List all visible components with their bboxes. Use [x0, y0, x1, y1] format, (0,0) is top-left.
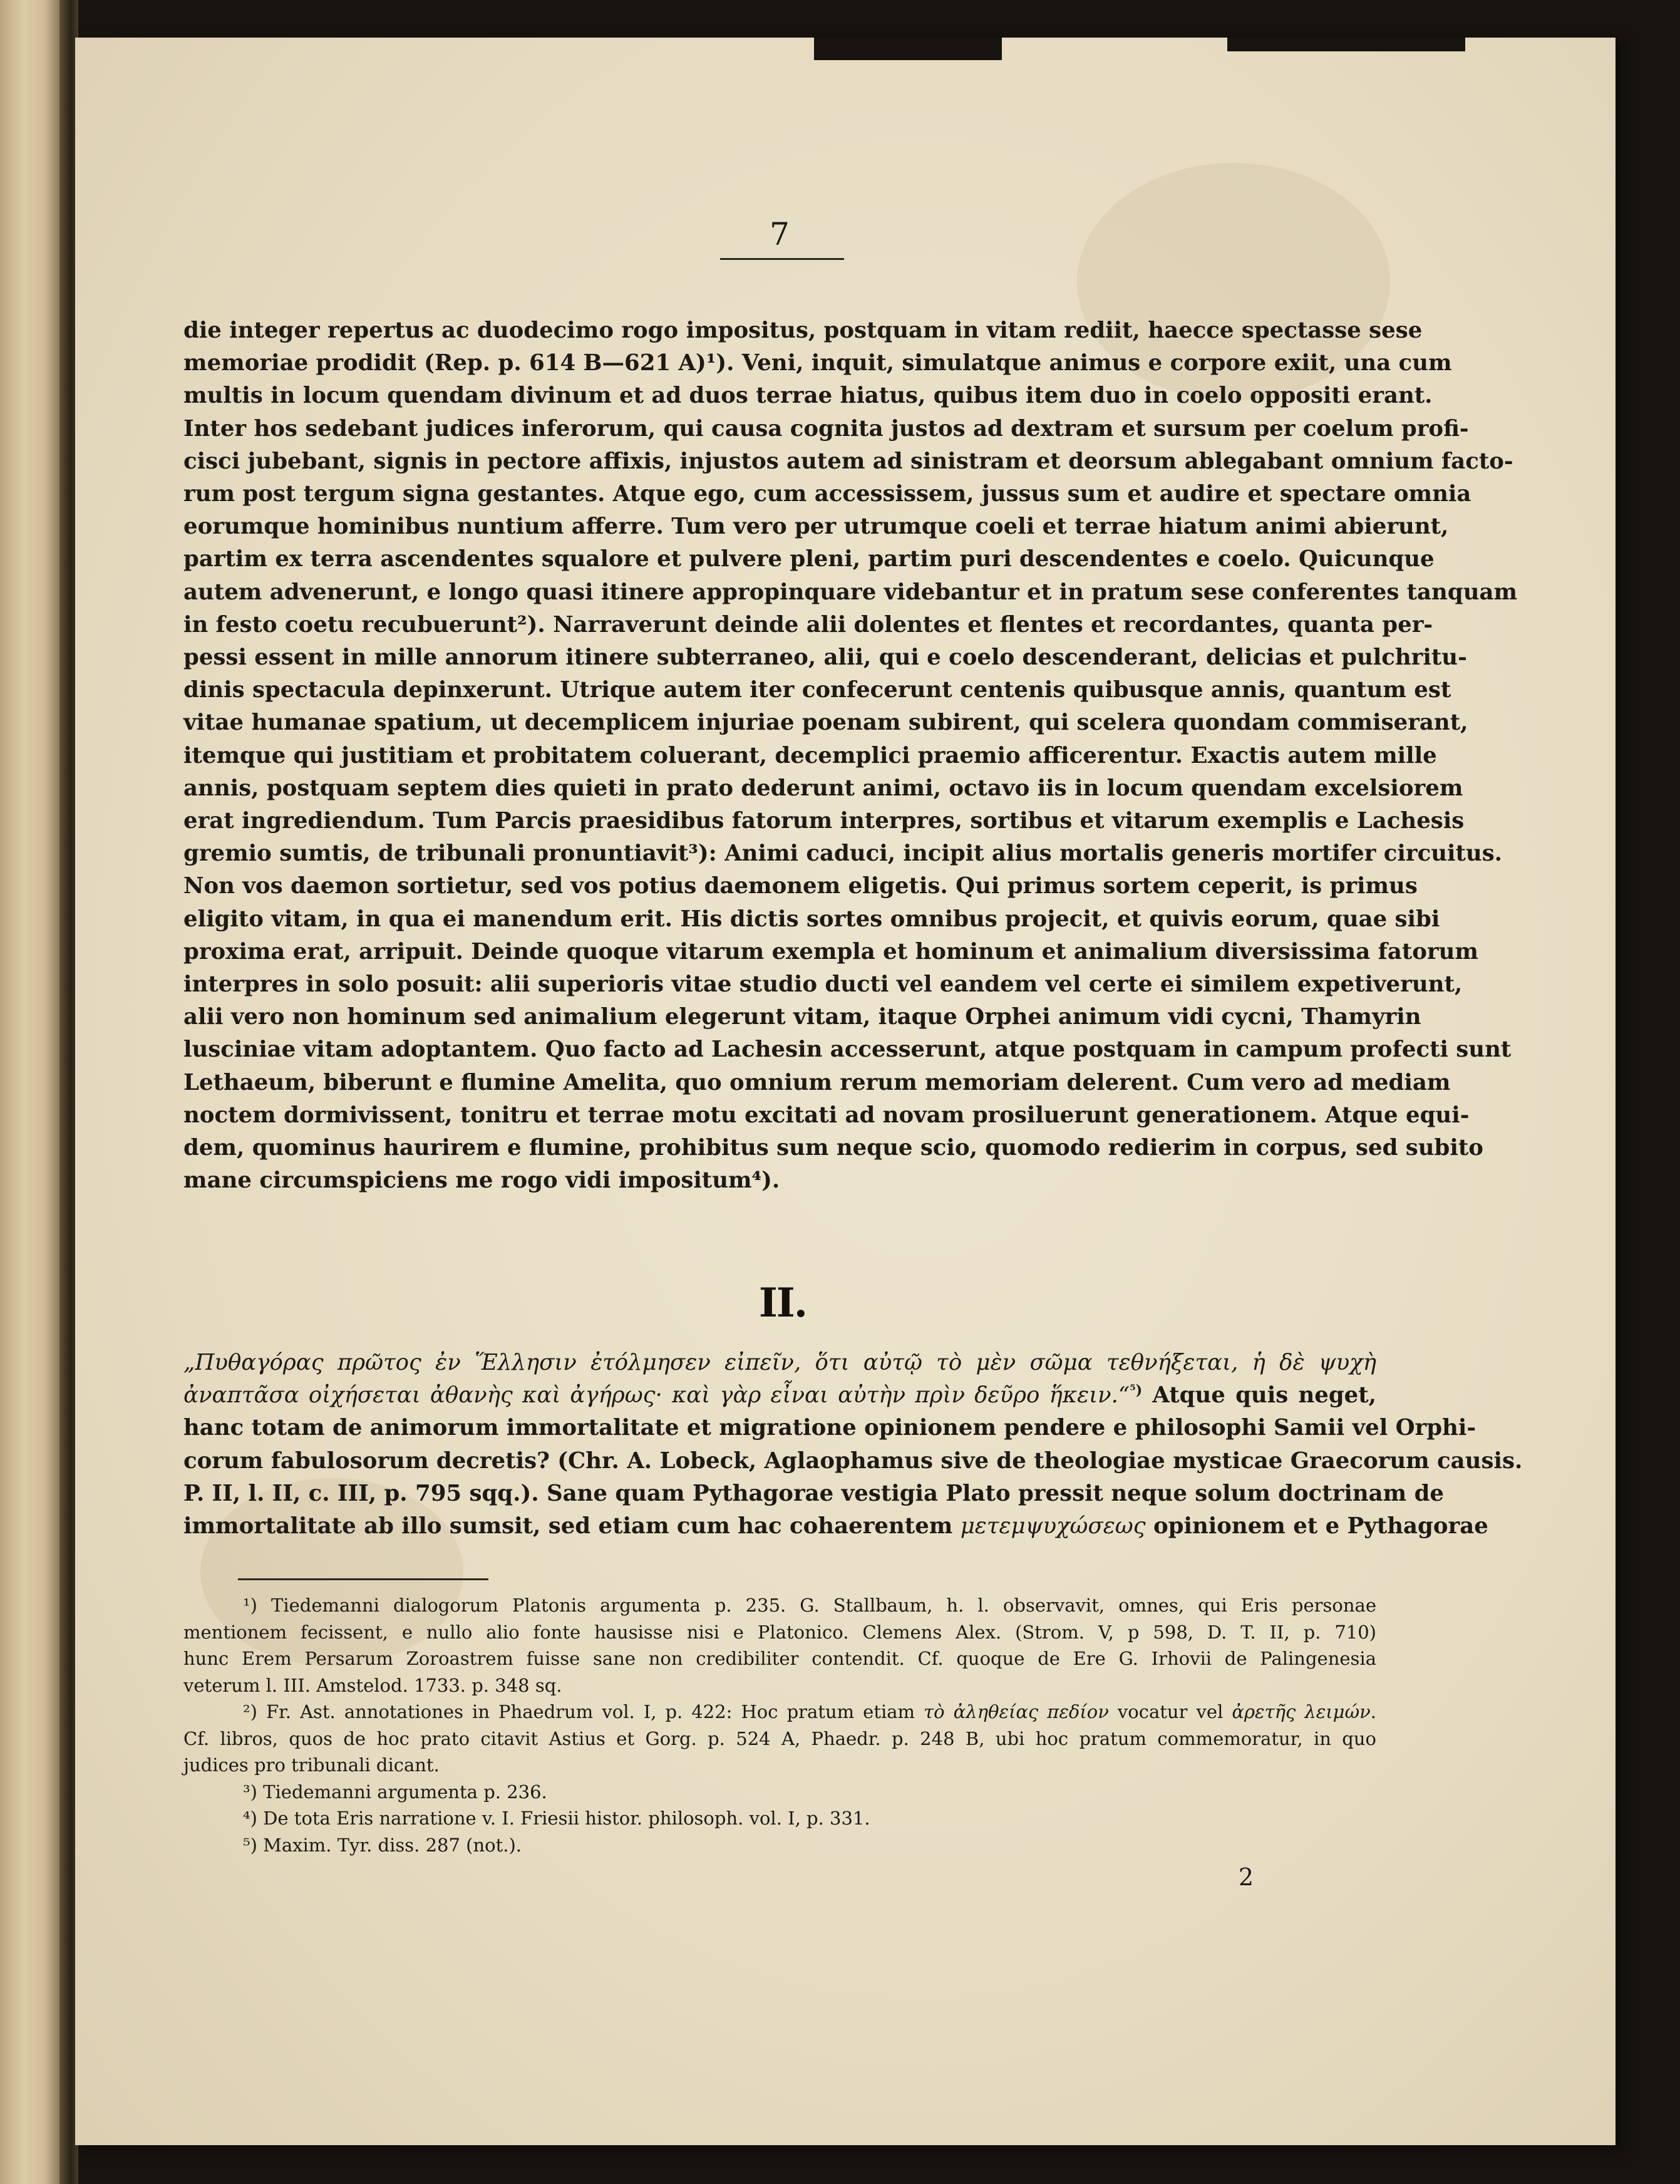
text-line: pessi essent in mille annorum itinere subterraneo, alii, qui e coelo descenderant, delicias et pulchritu-	[183, 644, 1467, 671]
footnote-line: Cf. libros, quos de hoc prato citavit Astius et Gorg. p. 524 A, Phaedr. p. 248 B, ubi hoc pratum commemoratur, in quo	[183, 1727, 1376, 1749]
footnote-ref[interactable]: ⁵)	[1130, 1382, 1143, 1399]
greek-quote-line: „Πυθαγόρας πρῶτος ἐν Ἕλλησιν ἐτόλμησεν εἰπεῖν, ὅτι αὐτῷ τὸ μὲν σῶμα τεθνήξεται, ἡ δὲ ψυχὴ	[183, 1350, 1376, 1375]
torn-edge	[814, 38, 1002, 60]
footnote-2	[183, 1699, 1376, 1779]
text-line: gremio sumtis, de tribunali pronuntiavit³): Animi caduci, incipit alius mortalis generis mortifer circuitus.	[183, 841, 1503, 867]
footnote-line: veterum l. III. Amstelod. 1733. p. 348 sq.	[183, 1674, 562, 1696]
text-line: annis, postquam septem dies quieti in prato dederunt animi, octavo iis in locum quendam excelsiorem	[183, 775, 1463, 801]
torn-edge	[1227, 38, 1465, 51]
text-line: Non vos daemon sortietur, sed vos potius daemonem eligetis. Qui primus sortem ceperit, is primus	[183, 873, 1418, 899]
text-line: dinis spectacula depinxerunt. Utrique autem iter confecerunt centenis quibusque annis, quantum est	[183, 677, 1451, 703]
text-line: cisci jubebant, signis in pectore affixis, injustos autem ad sinistram et deorsum ablegabant omnium facto-	[183, 448, 1513, 474]
text-line: itemque qui justitiam et probitatem coluerant, decemplici praemio afficerentur. Exactis autem mille	[183, 742, 1437, 769]
footnote-line: ⁴) De tota Eris narratione v. I. Friesii histor. philosoph. vol. I, p. 331.	[243, 1808, 870, 1829]
text-line: mane circumspiciens me rogo vidi impositum⁴).	[183, 1167, 780, 1194]
footnote-line: judices pro tribunali dicant.	[183, 1754, 440, 1776]
text-line: alii vero non hominum sed animalium elegerunt vitam, itaque Orphei animum vidi cycni, Thamyrin	[183, 1004, 1421, 1030]
text-line: Lethaeum, biberunt e flumine Amelita, quo omnium rerum memoriam delerent. Cum vero ad mediam	[183, 1069, 1451, 1095]
footnote-1	[183, 1592, 1376, 1699]
footnote-line: ³) Tiedemanni argumenta p. 236.	[243, 1781, 547, 1803]
text-line: die integer repertus ac duodecimo rogo impositus, postquam in vitam rediit, haecce spectasse sese	[183, 318, 1423, 343]
section-heading: II.	[758, 1280, 807, 1327]
text-line: autem advenerunt, e longo quasi itinere appropinquare videbantur et in pratum sese conferentes tanquam	[183, 579, 1518, 605]
text-line: immortalitate ab illo sumsit, sed etiam cum hac cohaerentem μετεμψυχώσεως opinionem et e Pythagorae	[183, 1513, 1488, 1540]
footnote-line: ⁵) Maxim. Tyr. diss. 287 (not.).	[243, 1834, 522, 1856]
text-line: memoriae prodidit (Rep. p. 614 B—621 A)¹). Veni, inquit, simulatque animus e corpore exiit, una cum	[183, 350, 1452, 376]
body-paragraph	[183, 314, 1518, 1197]
footnote-line: mentionem fecissent, e nullo alio fonte hausisse nisi e Platonico. Clemens Alex. (Strom. V, p 598, D. T. II, p. 710)	[183, 1621, 1376, 1643]
footnote-line: ²) Fr. Ast. annotationes in Phaedrum vol. I, p. 422: Hoc pratum etiam τὸ ἀληθείας πεδίον vocatur vel ἀρετῆς λειμών.	[243, 1701, 1376, 1722]
signature-mark: 2	[1238, 1863, 1254, 1891]
footnote-line: ¹) Tiedemanni dialogorum Platonis argumenta p. 235. G. Stallbaum, h. l. observavit, omnes, qui Eris personae	[243, 1595, 1376, 1616]
greek-quote-line: ἀναπτᾶσα οἰχήσεται ἀθανὴς καὶ ἀγήρως· καὶ γὰρ εἶναι αὐτὴν πρὶν δεῦρο ἥκειν.“$^{^5)}$ Atque quis neget,	[183, 1382, 1377, 1409]
text-line: eligito vitam, in qua ei manendum erit. His dictis sortes omnibus projecit, et quivis eorum, quae sibi	[183, 906, 1440, 932]
section-paragraph	[183, 1347, 1523, 1543]
footnotes	[183, 1592, 1376, 1858]
text-line: P. II, l. II, c. III, p. 795 sqq.). Sane quam Pythagorae vestigia Plato pressit neque solum doctrinam de	[183, 1480, 1445, 1506]
text-line: interpres in solo posuit: alii superioris vitae studio ducti vel eandem vel certe ei similem expetiverunt,	[183, 971, 1463, 998]
text-line: in festo coetu recubuerunt²). Narraverunt deinde alii dolentes et flentes et recordantes, quanta per-	[183, 611, 1433, 638]
text-line: partim ex terra ascendentes squalore et pulvere pleni, partim puri descendentes e coelo. Quicunque	[183, 546, 1435, 572]
page-number: 7	[770, 216, 790, 252]
footnote-rule	[238, 1578, 488, 1580]
text-line: rum post tergum signa gestantes. Atque ego, cum accessissem, jussus sum et audire et spectare omnia	[183, 481, 1471, 507]
text-line: lusciniae vitam adoptantem. Quo facto ad Lachesin accesserunt, atque postquam in campum profecti sunt	[183, 1037, 1512, 1063]
page-number-rule	[720, 258, 844, 260]
footnote-4	[183, 1805, 1376, 1832]
footnote-line: hunc Erem Persarum Zoroastrem fuisse sane non credibiliter contendit. Cf. quoque de Ere G. Irhovii de Palingenesia	[183, 1648, 1376, 1669]
text-line: erat ingrediendum. Tum Parcis praesidibus fatorum interpres, sortibus et vitarum exemplis e Lachesis	[183, 808, 1465, 834]
text-line: dem, quominus haurirem e flumine, prohibitus sum neque scio, quomodo redierim in corpus, sed subito	[183, 1135, 1483, 1161]
footnote-5	[183, 1832, 1376, 1859]
footnote-3	[183, 1779, 1376, 1806]
facing-page-edge	[0, 0, 59, 2184]
text-line: eorumque hominibus nuntium afferre. Tum vero per utrumque coeli et terrae hiatum animi abierunt,	[183, 514, 1449, 540]
text-line: multis in locum quendam divinum et ad duos terrae hiatus, quibus item duo in coelo oppositi erant.	[183, 383, 1433, 409]
text-line: noctem dormivissent, tonitru et terrae motu excitati ad novam prosiluerunt generationem. Atque equi-	[183, 1102, 1470, 1128]
text-line: proxima erat, arripuit. Deinde quoque vitarum exempla et hominum et animalium diversissima fatorum	[183, 938, 1478, 965]
text-line: hanc totam de animorum immortalitate et migratione opinionem pendere e philosophi Samii vel Orphi-	[183, 1415, 1476, 1441]
text-line: Inter hos sedebant judices inferorum, qui causa cognita justos ad dextram et sursum per coelum profi-	[183, 415, 1469, 442]
text-line: corum fabulosorum decretis? (Chr. A. Lobeck, Aglaophamus sive de theologiae mysticae Graecorum causis.	[183, 1447, 1523, 1474]
text-line: vitae humanae spatium, ut decemplicem injuriae poenam subirent, qui scelera quondam commiserant,	[183, 710, 1468, 736]
